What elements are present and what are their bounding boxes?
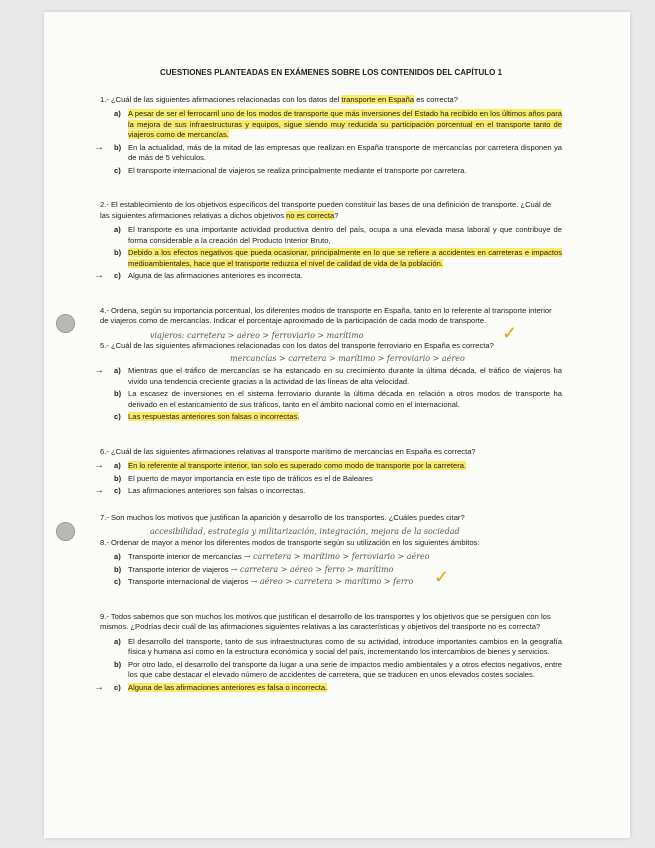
question-4-handwritten-mercancias: mercancías > carretera > marítimo > ferroviario > aéreo bbox=[230, 353, 465, 363]
answer-arrow-mark: → bbox=[94, 270, 104, 281]
binder-hole-bottom bbox=[56, 522, 75, 541]
question-1-option-c: c) El transporte internacional de viajeros se realiza principalmente mediante el transporte por carretera. bbox=[114, 165, 467, 175]
question-5-option-c: c) Las respuestas anteriores son falsas o incorrectas. bbox=[114, 412, 300, 421]
answer-arrow-mark: → bbox=[94, 681, 104, 693]
exam-document bbox=[94, 68, 562, 695]
question-4-handwritten-viajeros: viajeros: carretera > aéreo > ferroviario > marítimo bbox=[150, 330, 364, 340]
question-5-option-b: b) La escasez de inversiones en el sistema ferroviario durante la última década en relación a otros modos de transporte ha derivado en el estancamiento de sus tráficos, tanto en el ámbito nacional como en el internacional. bbox=[114, 389, 562, 409]
answer-arrow-mark: → bbox=[94, 485, 104, 496]
question-6-option-c: → c) Las afirmaciones anteriores son falsas o incorrectas. bbox=[94, 485, 306, 496]
question-1 bbox=[94, 94, 562, 177]
question-4-stem: 4.- Ordena, según su importancia porcentual, los diferentes modos de transporte en España, tanto en lo referente al transporte interior de viajeros como de mercancías. Indicar el porcentaje aproximado de la participación de cada modo de transporte. bbox=[100, 305, 552, 325]
question-5 bbox=[94, 341, 562, 423]
question-6-option-a: → a) En lo referente al transporte interior, tan solo es superado como modo de transporte por la carretera. bbox=[94, 460, 467, 471]
question-1-stem: 1.- ¿Cuál de las siguientes afirmaciones relacionadas con los datos del transporte en España es correcta? bbox=[100, 94, 458, 104]
question-2-stem: 2.- El establecimiento de los objetivos específicos del transporte pueden constituir las bases de una definición de transporte. ¿Cuál de las siguientes afirmaciones relativas a dichos objetivos no es correcta? bbox=[100, 200, 552, 220]
question-2-option-a: a) El transporte es una importante actividad productiva dentro del país, ocupa a una elevada masa laboral y que contribuye de forma considerable a la creación del Producto Interior Bruto, bbox=[114, 225, 562, 245]
question-1-option-b: → b) En la actualidad, más de la mitad de las empresas que realizan en España transporte de mercancías por carretera disponen ya de más de 5 vehículos. bbox=[94, 141, 562, 162]
question-9-option-c: → c) Alguna de las afirmaciones anteriores es falsa o incorrecta. bbox=[94, 681, 328, 693]
checkmark-icon: ✓ bbox=[434, 566, 450, 587]
binder-hole-top bbox=[56, 314, 75, 333]
question-5-option-a: → a) Mientras que el tráfico de mercancías se ha estancado en su crecimiento durante la última década, el tráfico de viajeros ha vivido una tendencia creciente gracias a la actividad de las líneas de alta velocidad. bbox=[94, 365, 562, 386]
question-5-stem: 5.- ¿Cuál de las siguientes afirmaciones relacionadas con los datos del transporte ferroviario en España es correcta? bbox=[100, 341, 494, 350]
question-9 bbox=[94, 611, 562, 694]
question-8-option-a: a) Transporte interior de mercancías → carretera > marítimo > ferroviario > aéreo bbox=[114, 552, 430, 561]
answer-arrow-mark: → bbox=[94, 365, 104, 376]
question-2-option-c: → c) Alguna de las afirmaciones anteriores es incorrecta. bbox=[94, 270, 303, 281]
question-7-handwritten-answer: accesibilidad, estrategia y militarización, integración, mejora de la sociedad bbox=[150, 527, 460, 536]
question-9-option-b: b) Por otro lado, el desarrollo del transporte da lugar a una serie de impactos medio ambientales y a otros efectos negativos, entre los que cabe destacar el elevado número de accidentes de carretera, que se traducen en unos elevados costes sociales. bbox=[114, 659, 562, 679]
question-8 bbox=[100, 538, 562, 588]
question-4 bbox=[100, 306, 562, 342]
question-1-option-a: a) A pesar de ser el ferrocarril uno de los modos de transporte que más inversiones del Estado ha recibido en los últimos años para la mejora de sus infraestructuras y equipos, sigue siendo muy reducida su participación porcentual en el transporte tanto de viajeros como de mercancías. bbox=[114, 109, 562, 139]
question-8-option-b: b) Transporte interior de viajeros → carretera > aéreo > ferro > marítimo bbox=[114, 564, 394, 574]
question-6-stem: 6.- ¿Cuál de las siguientes afirmaciones relativas al transporte marítimo de mercancías en España es correcta? bbox=[100, 446, 476, 456]
document-title: CUESTIONES PLANTEADAS EN EXÁMENES SOBRE LOS CONTENIDOS DEL CAPÍTULO 1 bbox=[159, 68, 503, 77]
question-7-stem: 7.- Son muchos los motivos que justifican la aparición y desarrollo de los transportes. ¿Cuáles puedes citar? bbox=[100, 512, 465, 522]
question-2-option-b: b) Debido a los efectos negativos que pueda ocasionar, principalmente en lo que se refiere a accidentes en carreteras e impactos medioambientales, hace que el transporte reduzca el nivel de calidad de vida de la población. bbox=[114, 248, 562, 268]
question-8-stem: 8.- Ordenar de mayor a menor los diferentes modos de transporte según su utilización en los siguientes ámbitos: bbox=[100, 537, 480, 547]
question-9-option-a: a) El desarrollo del transporte, tanto de sus infraestructuras como de su actividad, introduce importantes cambios en la geografía física y humana así como en la estructura económica y social del país, incrementando los intercambios de bienes y servicios. bbox=[114, 636, 562, 656]
answer-arrow-mark: → bbox=[94, 460, 104, 471]
answer-arrow-mark: → bbox=[94, 141, 104, 153]
question-6-option-b: b) El puerto de mayor importancia en este tipo de tráficos es el de Baleares bbox=[114, 473, 373, 483]
question-7 bbox=[100, 513, 562, 538]
question-9-stem: 9.- Todos sabemos que son muchos los motivos que justifican el desarrollo de los transportes y los objetivos que se persiguen con los mismos. ¿Podrías decir cuál de las afirmaciones siguientes relativas a las características y objetivos del transporte no es correcta? bbox=[100, 611, 551, 631]
question-6 bbox=[94, 446, 562, 497]
checkmark-icon: ✓ bbox=[502, 322, 518, 343]
question-8-option-c: c) Transporte internacional de viajeros → aéreo > carretera > marítimo > ferro bbox=[114, 577, 414, 586]
question-2 bbox=[94, 200, 562, 282]
